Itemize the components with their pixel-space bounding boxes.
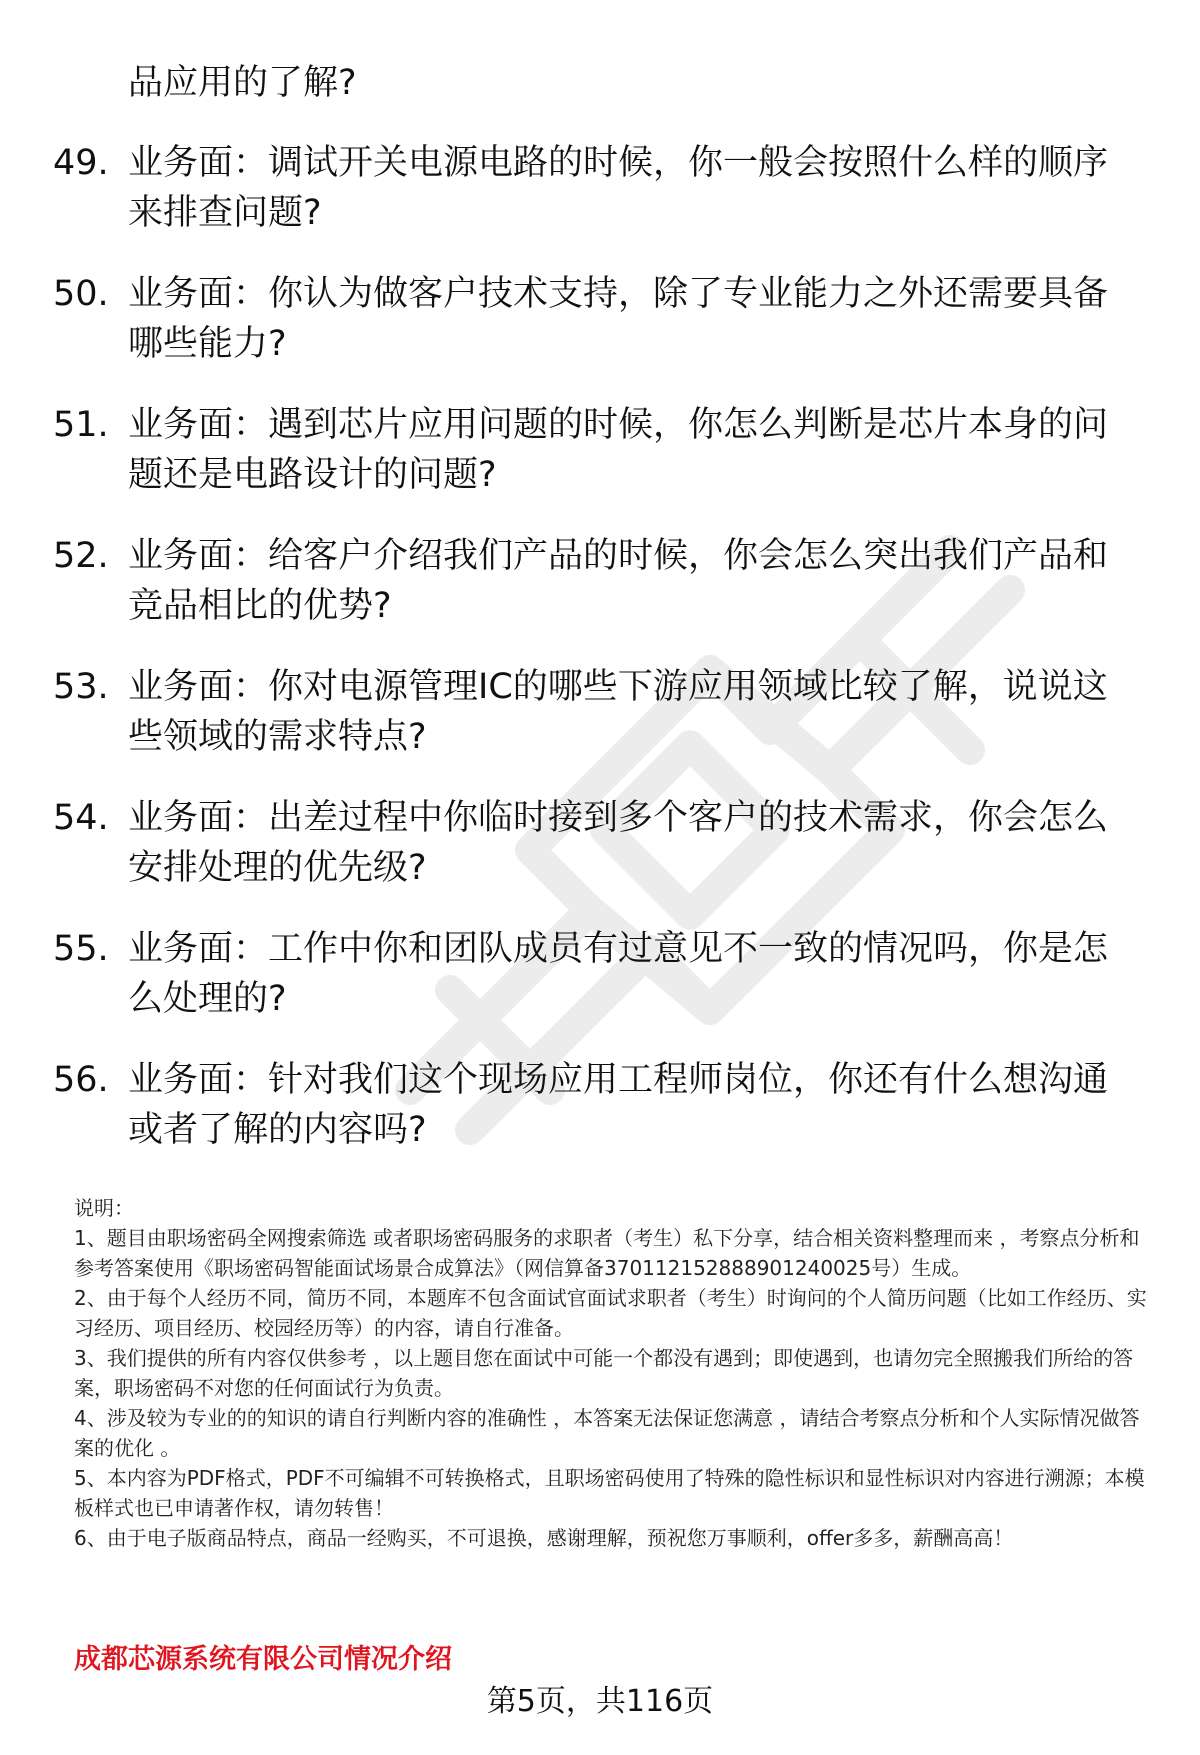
question-number: 56. <box>53 1060 109 1100</box>
question-text: 业务面：你对电源管理IC的哪些下游应用领域比较了解，说说这些领域的需求特点? <box>128 667 1108 757</box>
question-text: 业务面：给客户介绍我们产品的时候，你会怎么突出我们产品和竞品相比的优势? <box>128 536 1109 626</box>
note-item: 3、我们提供的所有内容仅供参考 ，以上题目您在面试中可能一个都没有遇到；即使遇到，也请勿完全照搬我们所给的答案，职场密码不对您的任何面试行为负责。 <box>74 1346 1134 1400</box>
note-item: 4、涉及较为专业的的知识的请自行判断内容的准确性 ，本答案无法保证您满意 ，请结合考察点分析和个人实际情况做答案的优化 。 <box>74 1406 1140 1460</box>
question-item <box>0 400 1200 531</box>
question-item <box>0 924 1200 1055</box>
question-item <box>0 662 1200 793</box>
question-item <box>0 138 1200 269</box>
question-text: 业务面：出差过程中你临时接到多个客户的技术需求，你会怎么安排处理的优先级? <box>128 798 1109 888</box>
note-item: 5、本内容为PDF格式，PDF不可编辑不可转换格式，且职场密码使用了特殊的隐性标识和显性标识对内容进行溯源；本模板样式也已申请著作权，请勿转售！ <box>74 1466 1145 1520</box>
question-text: 业务面：调试开关电源电路的时候，你一般会按照什么样的顺序来排查问题? <box>128 143 1109 233</box>
note-item: 6、由于电子版商品特点，商品一经购买，不可退换，感谢理解，预祝您万事顺利，offer多多，薪酬高高！ <box>74 1526 1014 1550</box>
note-item: 2、由于每个人经历不同，简历不同，本题库不包含面试官面试求职者（考生）时询问的个人简历问题（比如工作经历、实习经历、项目经历、校园经历等）的内容，请自行准备。 <box>74 1286 1147 1340</box>
question-item <box>0 531 1200 662</box>
question-number: 52. <box>53 536 109 576</box>
notes-section <box>74 1193 1154 1553</box>
question-item <box>0 1055 1200 1186</box>
question-number: 54. <box>53 798 109 838</box>
notes-title: 说明： <box>74 1196 134 1220</box>
question-number: 55. <box>53 929 109 969</box>
question-item <box>0 793 1200 924</box>
question-number: 53. <box>53 667 109 707</box>
question-text: 业务面：工作中你和团队成员有过意见不一致的情况吗，你是怎么处理的? <box>128 929 1109 1019</box>
note-item: 1、题目由职场密码全网搜索筛选 或者职场密码服务的求职者（考生）私下分享，结合相关资料整理而来 ，考察点分析和参考答案使用《职场密码智能面试场景合成算法》（网信算备370112152888901240025号）生成。 <box>74 1226 1140 1280</box>
continuation-text: 品应用的了解? <box>128 63 357 103</box>
question-text: 业务面：你认为做客户技术支持，除了专业能力之外还需要具备哪些能力? <box>128 274 1109 364</box>
page-number: 第5页，共116页 <box>486 1684 714 1719</box>
question-number: 49. <box>53 143 109 183</box>
question-text: 业务面：遇到芯片应用问题的时候，你怎么判断是芯片本身的问题还是电路设计的问题? <box>128 405 1109 495</box>
question-list <box>0 138 1200 1186</box>
question-item <box>0 269 1200 400</box>
company-intro-title: 成都芯源系统有限公司情况介绍 <box>74 1644 452 1675</box>
question-number: 51. <box>53 405 109 445</box>
question-text: 业务面：针对我们这个现场应用工程师岗位，你还有什么想沟通或者了解的内容吗? <box>128 1060 1109 1150</box>
question-number: 50. <box>53 274 109 314</box>
